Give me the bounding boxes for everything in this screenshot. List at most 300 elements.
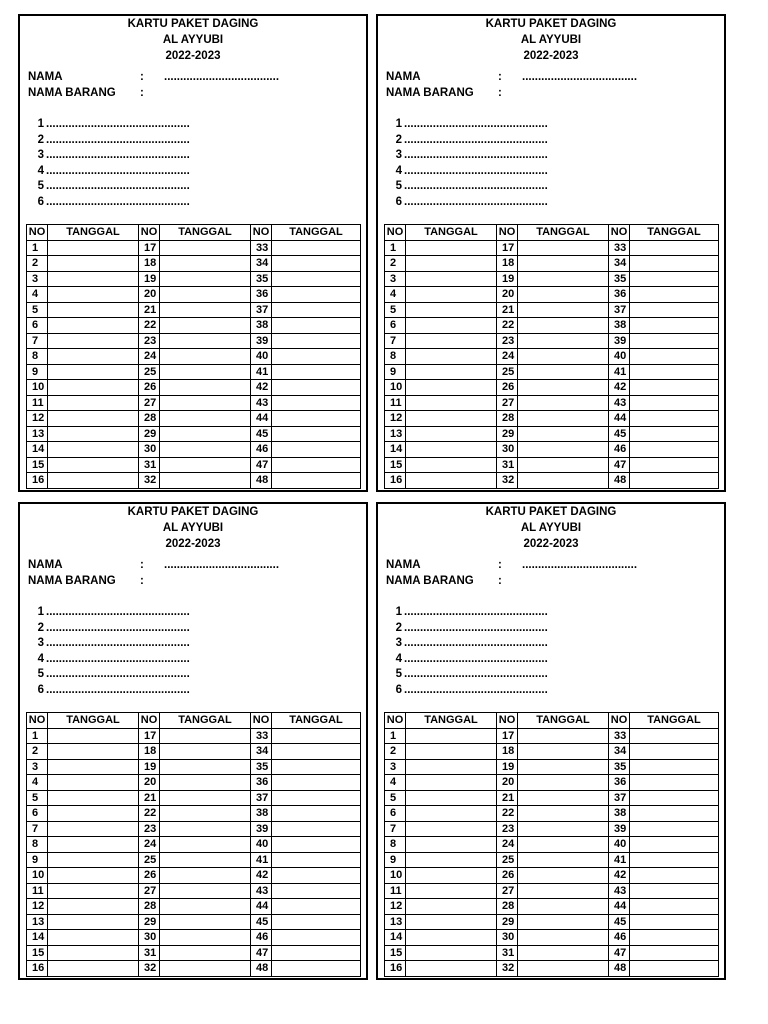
row-number-cell: 32 [139,961,160,977]
row-number-cell: 29 [497,914,518,930]
row-number-cell: 48 [251,961,272,977]
date-cell[interactable] [630,961,719,977]
goods-item-line: ............................................. [404,118,548,130]
row-number-cell: 4 [385,287,406,303]
date-cell[interactable] [160,364,251,380]
date-cell[interactable] [630,759,719,775]
date-cell[interactable] [272,473,361,489]
goods-item-line: ............................................. [46,637,190,649]
date-cell[interactable] [272,442,361,458]
date-cell[interactable] [406,349,497,365]
date-cell[interactable] [48,473,139,489]
row-number-cell: 40 [251,837,272,853]
date-cell[interactable] [160,945,251,961]
date-cell[interactable] [48,364,139,380]
date-cell[interactable] [48,930,139,946]
date-cell[interactable] [518,240,609,256]
date-cell[interactable] [48,411,139,427]
date-cell[interactable] [160,759,251,775]
date-cell[interactable] [48,883,139,899]
date-cell[interactable] [160,349,251,365]
date-cell[interactable] [630,473,719,489]
table-row [385,302,719,318]
date-cell[interactable] [518,426,609,442]
date-cell[interactable] [406,442,497,458]
goods-item-number: 1 [395,118,402,130]
row-number-cell: 6 [27,806,48,822]
date-cell[interactable] [406,775,497,791]
date-cell[interactable] [272,380,361,396]
table-row [385,411,719,427]
row-number-cell: 2 [385,744,406,760]
date-cell[interactable] [48,945,139,961]
row-number-cell: 8 [27,349,48,365]
date-cell[interactable] [48,271,139,287]
date-cell[interactable] [160,302,251,318]
goods-item-line: ............................................. [404,133,548,146]
date-cell[interactable] [272,806,361,822]
date-cell[interactable] [48,240,139,256]
date-cell[interactable] [272,318,361,334]
row-number-cell: 17 [139,240,160,256]
date-cell[interactable] [272,411,361,427]
goods-item-number: 1 [37,118,44,130]
date-cell[interactable] [630,852,719,868]
card-organization: AL AYYUBI [162,34,224,46]
table-row [27,271,361,287]
date-cell[interactable] [406,411,497,427]
date-cell[interactable] [48,806,139,822]
date-cell[interactable] [160,744,251,760]
row-number-cell: 18 [139,256,160,272]
name-colon: : [498,71,502,83]
date-cell[interactable] [518,868,609,884]
table-row [385,837,719,853]
table-row [27,457,361,473]
date-cell[interactable] [272,868,361,884]
date-cell[interactable] [518,945,609,961]
row-number-cell: 14 [385,442,406,458]
date-cell[interactable] [406,744,497,760]
date-cell[interactable] [630,380,719,396]
date-cell[interactable] [406,883,497,899]
date-cell[interactable] [518,961,609,977]
row-number-cell: 48 [609,961,630,977]
date-cell[interactable] [518,302,609,318]
date-cell[interactable] [518,256,609,272]
date-cell[interactable] [48,256,139,272]
date-cell[interactable] [518,744,609,760]
row-number-cell: 31 [497,457,518,473]
date-cell[interactable] [48,790,139,806]
card-year: 2022-2023 [523,50,579,62]
date-cell[interactable] [518,837,609,853]
date-cell[interactable] [160,426,251,442]
row-number-cell: 43 [609,395,630,411]
date-cell[interactable] [518,318,609,334]
row-number-cell: 27 [139,395,160,411]
date-cell[interactable] [630,899,719,915]
date-cell[interactable] [272,256,361,272]
row-number-cell: 42 [251,868,272,884]
date-cell[interactable] [406,473,497,489]
date-cell[interactable] [160,333,251,349]
date-cell[interactable] [160,457,251,473]
date-cell[interactable] [518,411,609,427]
date-cell[interactable] [406,899,497,915]
row-number-cell: 25 [497,852,518,868]
row-number-cell: 8 [385,349,406,365]
date-cell[interactable] [48,442,139,458]
date-cell[interactable] [48,457,139,473]
date-cell[interactable] [518,914,609,930]
date-cell[interactable] [160,411,251,427]
date-cell[interactable] [48,961,139,977]
goods-item-number: 2 [395,621,402,634]
row-number-cell: 15 [27,945,48,961]
date-cell[interactable] [518,759,609,775]
date-cell[interactable] [518,821,609,837]
date-cell[interactable] [160,821,251,837]
date-cell[interactable] [630,457,719,473]
row-number-cell: 6 [385,806,406,822]
date-cell[interactable] [630,426,719,442]
date-cell[interactable] [406,271,497,287]
row-number-cell: 30 [139,442,160,458]
date-cell[interactable] [160,775,251,791]
date-cell[interactable] [272,426,361,442]
date-cell[interactable] [160,728,251,744]
goods-item-3 [390,148,580,164]
row-number-cell: 45 [609,914,630,930]
row-number-cell: 32 [497,961,518,977]
row-number-cell: 28 [497,411,518,427]
date-cell[interactable] [160,837,251,853]
date-cell[interactable] [518,883,609,899]
meat-package-card-2 [376,14,726,492]
date-cell[interactable] [630,868,719,884]
table-row [385,914,719,930]
date-cell[interactable] [272,333,361,349]
date-cell[interactable] [48,349,139,365]
date-cell[interactable] [518,899,609,915]
date-cell[interactable] [630,930,719,946]
row-number-cell: 24 [139,837,160,853]
date-cell[interactable] [630,728,719,744]
date-cell[interactable] [406,457,497,473]
date-cell[interactable] [48,775,139,791]
date-cell[interactable] [48,426,139,442]
table-row [385,790,719,806]
date-cell[interactable] [406,790,497,806]
date-cell[interactable] [160,395,251,411]
date-cell[interactable] [518,806,609,822]
goods-item-line: ............................................. [404,180,548,192]
date-cell[interactable] [406,426,497,442]
date-cell[interactable] [48,380,139,396]
goods-colon: : [498,87,502,99]
date-cell[interactable] [48,899,139,915]
row-number-cell: 18 [139,744,160,760]
date-cell[interactable] [518,790,609,806]
date-cell[interactable] [406,930,497,946]
row-number-cell: 43 [251,395,272,411]
row-number-cell: 32 [497,473,518,489]
date-cell[interactable] [630,395,719,411]
row-number-cell: 2 [385,256,406,272]
date-cell[interactable] [518,271,609,287]
date-cell[interactable] [272,775,361,791]
row-number-cell: 22 [497,318,518,334]
goods-item-number: 3 [37,637,44,649]
name-value: .................................... [522,71,638,83]
date-cell[interactable] [272,240,361,256]
row-number-cell: 48 [609,473,630,489]
date-cell[interactable] [518,852,609,868]
date-cell[interactable] [406,302,497,318]
row-number-cell: 34 [251,256,272,272]
date-cell[interactable] [272,914,361,930]
date-cell[interactable] [518,380,609,396]
row-number-cell: 35 [609,271,630,287]
date-cell[interactable] [160,256,251,272]
table-row [385,806,719,822]
date-cell[interactable] [160,899,251,915]
date-cell[interactable] [630,883,719,899]
goods-item-3 [32,636,222,652]
row-number-cell: 7 [385,333,406,349]
date-cell[interactable] [406,364,497,380]
date-cell[interactable] [518,364,609,380]
date-cell[interactable] [48,318,139,334]
date-cell[interactable] [272,287,361,303]
table-row [27,806,361,822]
date-cell[interactable] [406,759,497,775]
date-cell[interactable] [272,837,361,853]
date-cell[interactable] [160,852,251,868]
date-cell[interactable] [160,883,251,899]
row-number-cell: 47 [251,945,272,961]
date-cell[interactable] [406,821,497,837]
row-number-cell: 24 [139,349,160,365]
name-colon: : [140,559,144,571]
date-cell[interactable] [406,806,497,822]
date-cell[interactable] [272,945,361,961]
date-cell[interactable] [630,821,719,837]
date-cell[interactable] [630,349,719,365]
row-number-cell: 12 [27,899,48,915]
row-number-cell: 39 [609,333,630,349]
row-number-cell: 29 [497,426,518,442]
date-cell[interactable] [518,395,609,411]
date-cell[interactable] [272,457,361,473]
row-number-cell: 1 [385,240,406,256]
date-cell[interactable] [406,837,497,853]
date-cell[interactable] [518,349,609,365]
date-cell[interactable] [518,728,609,744]
date-cell[interactable] [160,914,251,930]
date-cell[interactable] [406,318,497,334]
header-no: NO [385,225,406,241]
date-cell[interactable] [630,806,719,822]
goods-item-line: ............................................. [46,180,190,192]
date-cell[interactable] [160,287,251,303]
row-number-cell: 38 [609,318,630,334]
date-cell[interactable] [160,473,251,489]
date-cell[interactable] [406,395,497,411]
date-cell[interactable] [48,914,139,930]
date-cell[interactable] [48,395,139,411]
date-cell[interactable] [272,744,361,760]
date-cell[interactable] [160,240,251,256]
date-cell[interactable] [406,240,497,256]
date-cell[interactable] [518,930,609,946]
date-cell[interactable] [406,728,497,744]
row-number-cell: 36 [251,775,272,791]
date-cell[interactable] [48,837,139,853]
goods-item-number: 6 [37,683,44,696]
date-cell[interactable] [272,899,361,915]
date-cell[interactable] [630,318,719,334]
date-cell[interactable] [406,868,497,884]
date-cell[interactable] [630,914,719,930]
table-row [27,837,361,853]
goods-item-line: ............................................. [46,621,190,634]
date-cell[interactable] [272,349,361,365]
date-cell[interactable] [630,364,719,380]
date-cell[interactable] [48,302,139,318]
header-tanggal: TANGGAL [48,713,139,729]
date-cell[interactable] [160,380,251,396]
date-cell[interactable] [406,852,497,868]
date-cell[interactable] [48,852,139,868]
table-row [385,364,719,380]
goods-item-3 [390,636,580,652]
date-cell[interactable] [518,775,609,791]
row-number-cell: 11 [385,395,406,411]
goods-item-line: ............................................. [46,195,190,208]
date-cell[interactable] [272,395,361,411]
date-cell[interactable] [630,287,719,303]
name-value: .................................... [522,559,638,571]
date-cell[interactable] [630,411,719,427]
date-cell[interactable] [160,930,251,946]
date-cell[interactable] [48,728,139,744]
date-cell[interactable] [160,318,251,334]
date-cell[interactable] [630,333,719,349]
row-number-cell: 30 [497,930,518,946]
row-number-cell: 2 [27,744,48,760]
date-cell[interactable] [48,333,139,349]
date-cell[interactable] [48,868,139,884]
goods-label: NAMA BARANG [28,87,116,99]
date-cell[interactable] [406,333,497,349]
date-cell[interactable] [48,821,139,837]
goods-item-number: 2 [37,621,44,634]
date-cell[interactable] [160,806,251,822]
date-cell[interactable] [272,364,361,380]
date-cell[interactable] [272,271,361,287]
date-cell[interactable] [630,442,719,458]
row-number-cell: 13 [27,914,48,930]
date-cell[interactable] [630,256,719,272]
date-cell[interactable] [518,473,609,489]
date-cell[interactable] [630,775,719,791]
goods-item-number: 4 [37,652,44,665]
date-cell[interactable] [272,883,361,899]
table-row [27,302,361,318]
row-number-cell: 9 [27,364,48,380]
row-number-cell: 23 [139,821,160,837]
row-number-cell: 42 [609,380,630,396]
date-cell[interactable] [48,759,139,775]
date-cell[interactable] [406,961,497,977]
date-cell[interactable] [272,728,361,744]
date-cell[interactable] [272,852,361,868]
date-cell[interactable] [272,961,361,977]
table-row [385,852,719,868]
date-cell[interactable] [272,930,361,946]
date-cell[interactable] [630,837,719,853]
date-cell[interactable] [630,271,719,287]
date-cell[interactable] [518,457,609,473]
date-cell[interactable] [160,271,251,287]
date-cell[interactable] [48,744,139,760]
date-cell[interactable] [630,790,719,806]
goods-item-number: 3 [37,149,44,161]
date-cell[interactable] [160,961,251,977]
table-row [385,728,719,744]
date-cell[interactable] [518,287,609,303]
date-cell[interactable] [406,380,497,396]
row-number-cell: 3 [385,271,406,287]
name-label: NAMA [28,559,63,571]
row-number-cell: 7 [385,821,406,837]
card-title: KARTU PAKET DAGING [127,506,259,518]
row-number-cell: 8 [385,837,406,853]
row-number-cell: 43 [609,883,630,899]
date-cell[interactable] [518,442,609,458]
table-row [385,256,719,272]
date-table [384,712,719,977]
row-number-cell: 29 [139,426,160,442]
date-cell[interactable] [272,821,361,837]
date-cell[interactable] [518,333,609,349]
row-number-cell: 8 [27,837,48,853]
date-cell[interactable] [272,302,361,318]
date-cell[interactable] [160,868,251,884]
date-cell[interactable] [272,759,361,775]
row-number-cell: 41 [251,852,272,868]
date-cell[interactable] [406,287,497,303]
date-cell[interactable] [406,256,497,272]
date-cell[interactable] [406,945,497,961]
row-number-cell: 37 [251,790,272,806]
date-cell[interactable] [630,945,719,961]
date-cell[interactable] [160,790,251,806]
date-cell[interactable] [406,914,497,930]
date-cell[interactable] [630,302,719,318]
date-cell[interactable] [630,240,719,256]
row-number-cell: 42 [251,380,272,396]
date-cell[interactable] [48,287,139,303]
goods-item-line: ............................................. [404,621,548,634]
goods-item-line: ............................................. [46,652,190,665]
date-cell[interactable] [272,790,361,806]
date-cell[interactable] [160,442,251,458]
row-number-cell: 5 [385,302,406,318]
date-cell[interactable] [630,744,719,760]
